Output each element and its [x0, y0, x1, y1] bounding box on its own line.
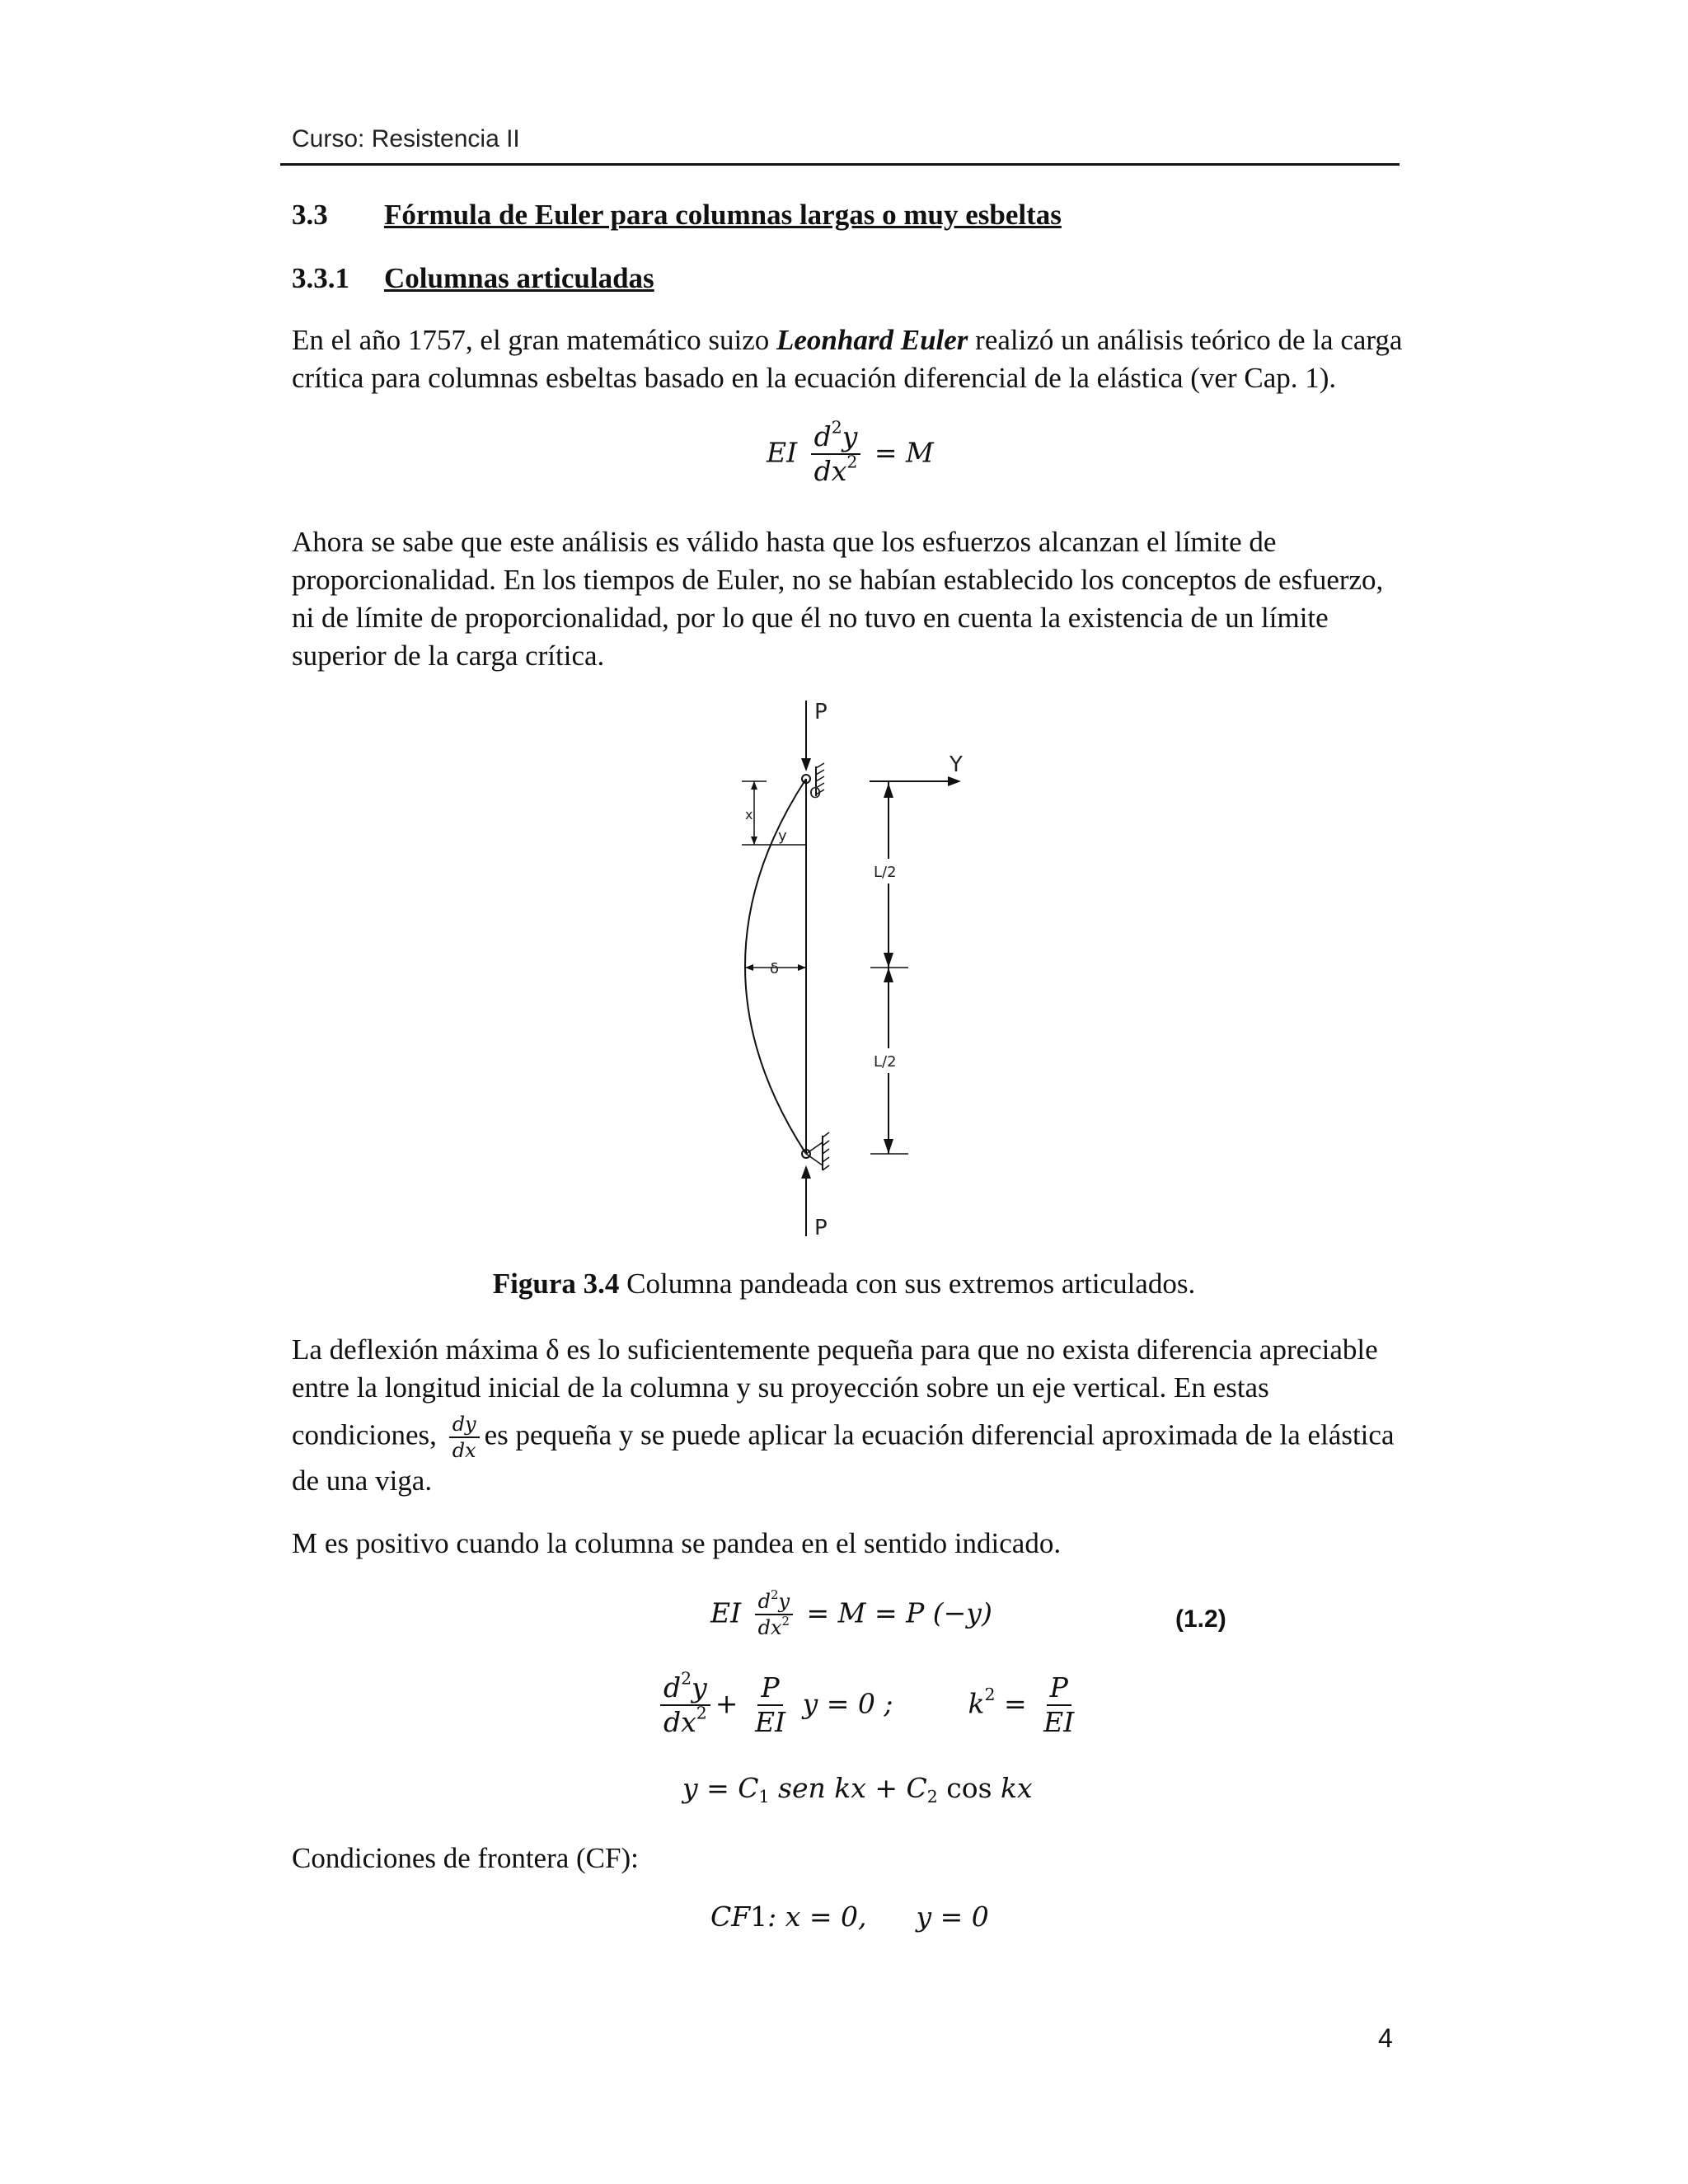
figure-number: Figura 3.4 — [492, 1268, 620, 1300]
running-header: Curso: Resistencia II — [292, 125, 520, 152]
para3-line-3: condiciones, $\frac{dy}{dx}$ es pequeña y se puede aplicar la ecuación diferencial aproximada de la elástica — [292, 1413, 1395, 1463]
intro-line-2: crítica para columnas esbeltas basado en la ecuación diferencial de la elástica (ver Cap. 1). — [292, 362, 1337, 394]
author-name: Leonhard Euler — [776, 324, 968, 356]
boundary-conditions-label: Condiciones de frontera (CF): — [292, 1842, 639, 1874]
boundary-condition-1: CF1: x = 0, y = 0 — [710, 1900, 989, 1933]
bottom-load-label: P — [814, 1216, 828, 1240]
paragraph-4: M es positivo cuando la columna se pandea en el sentido indicado. — [292, 1527, 1062, 1559]
equation-elastica: EI $\frac{d^2y}{dx^2}$ = M — [767, 417, 934, 488]
para2-line-1: Ahora se sabe que este análisis es válido hasta que los esfuerzos alcanzan el límite de — [292, 526, 1277, 558]
paragraph-2 — [292, 523, 1396, 675]
figure-caption-text: Columna pandeada con sus extremos articulados. — [619, 1268, 1196, 1300]
figure-caption — [0, 1265, 1688, 1303]
section-title: Fórmula de Euler para columnas largas o muy esbeltas — [384, 199, 1062, 231]
header-rule — [280, 163, 1400, 166]
half-length-top-label: L/2 — [874, 864, 897, 881]
para2-line-3: ni de límite de proporcionalidad, por lo que él no tuvo en cuenta la existencia de un límite — [292, 602, 1329, 634]
intro-line-1: En el año 1757, el gran matemático suizo Leonhard Euler realizó un análisis teórico de la carga — [292, 324, 1403, 356]
para3-line-4: de una viga. — [292, 1464, 433, 1497]
equation-differential: $\frac{d^2y}{dx^2}$ + $\frac{P}{EI}$ y = 0 ; $k^2$ = $\frac{P}{EI}$ — [655, 1673, 1082, 1738]
y-axis-label: Y — [950, 752, 963, 777]
section-heading — [292, 196, 1062, 234]
para2-line-4: superior de la carga crítica. — [292, 640, 605, 672]
paragraph-3 — [292, 1331, 1396, 1500]
x-label: x — [745, 807, 753, 823]
subsection-title: Columnas articuladas — [384, 262, 654, 294]
dy-dx-fraction: $\frac{dy}{dx}$ — [449, 1413, 480, 1462]
page-number: 4 — [1378, 2023, 1393, 2053]
delta-label: δ — [770, 960, 780, 977]
buckled-column-figure — [709, 692, 989, 1244]
y-label: y — [778, 827, 787, 845]
subsection-heading — [292, 260, 654, 298]
para2-line-2: proporcionalidad. En los tiempos de Euler, no se habían establecido los conceptos de esfuerzo, — [292, 564, 1384, 596]
subsection-number: 3.3.1 — [292, 262, 349, 294]
equation-general-solution: $y = C_1$ sen kx + $C_2$ cos kx — [682, 1772, 1033, 1807]
equation-1-2: EI $\frac{d^2y}{dx^2}$ = M = P (−y) — [710, 1586, 992, 1640]
origin-label: O — [809, 785, 822, 802]
half-length-bottom-label: L/2 — [874, 1053, 897, 1071]
para3-line-2: entre la longitud inicial de la columna y su proyección sobre un eje vertical. En estas — [292, 1371, 1269, 1404]
intro-paragraph — [292, 321, 1403, 397]
top-load-label: P — [814, 700, 828, 724]
section-number: 3.3 — [292, 199, 328, 231]
para3-line-1: La deflexión máxima δ es lo suficientemente pequeña para que no exista diferencia apreciable — [292, 1333, 1378, 1366]
equation-number: (1.2) — [1175, 1605, 1226, 1633]
